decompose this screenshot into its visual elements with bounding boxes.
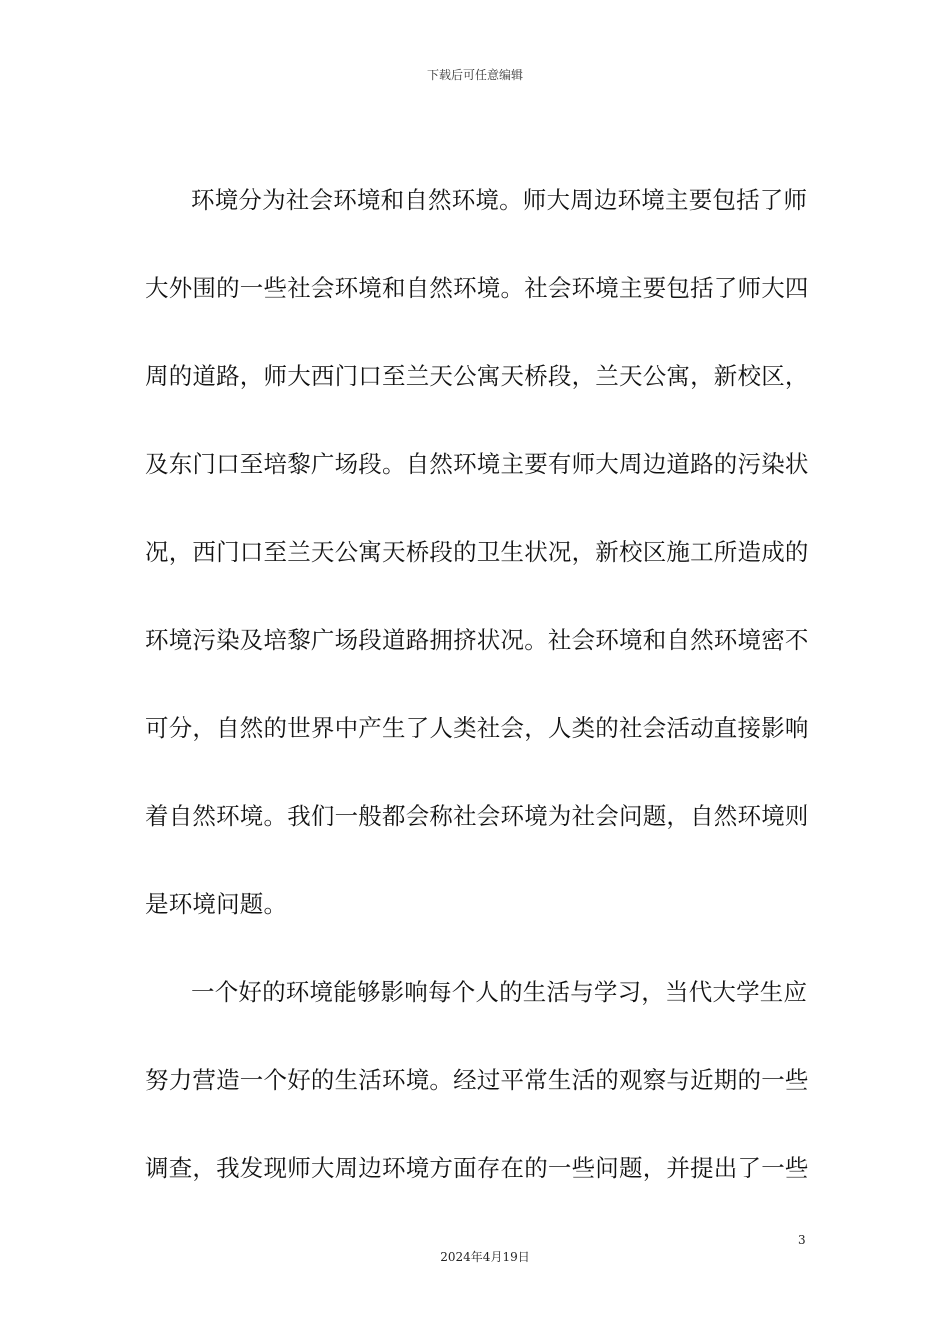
text-line: 大外围的一些社会环境和自然环境。社会环境主要包括了师大四	[145, 274, 809, 302]
document-body	[145, 156, 809, 1212]
text-line: 可分，自然的世界中产生了人类社会，人类的社会活动直接影响	[145, 714, 809, 742]
text-line: 着自然环境。我们一般都会称社会环境为社会问题，自然环境则	[145, 802, 809, 830]
page-number: 3	[798, 1233, 806, 1247]
footer-date: 2024年4月19日	[440, 1250, 530, 1264]
text-line: 努力营造一个好的生活环境。经过平常生活的观察与近期的一些	[145, 1066, 809, 1094]
text-line: 调查，我发现师大周边环境方面存在的一些问题，并提出了一些	[145, 1154, 809, 1182]
paragraph-2	[145, 948, 809, 1212]
text-line: 及东门口至培黎广场段。自然环境主要有师大周边道路的污染状	[145, 450, 809, 478]
text-line: 环境污染及培黎广场段道路拥挤状况。社会环境和自然环境密不	[145, 626, 809, 654]
text-line: 一个好的环境能够影响每个人的生活与学习，当代大学生应	[191, 978, 808, 1006]
text-line: 况，西门口至兰天公寓天桥段的卫生状况，新校区施工所造成的	[145, 538, 809, 566]
text-line: 是环境问题。	[145, 890, 288, 918]
paragraph-1	[145, 156, 809, 948]
text-line: 周的道路，师大西门口至兰天公寓天桥段，兰天公寓，新校区，	[145, 362, 809, 390]
text-line: 环境分为社会环境和自然环境。师大周边环境主要包括了师	[191, 186, 808, 214]
page-header: 下载后可任意编辑	[426, 68, 523, 82]
